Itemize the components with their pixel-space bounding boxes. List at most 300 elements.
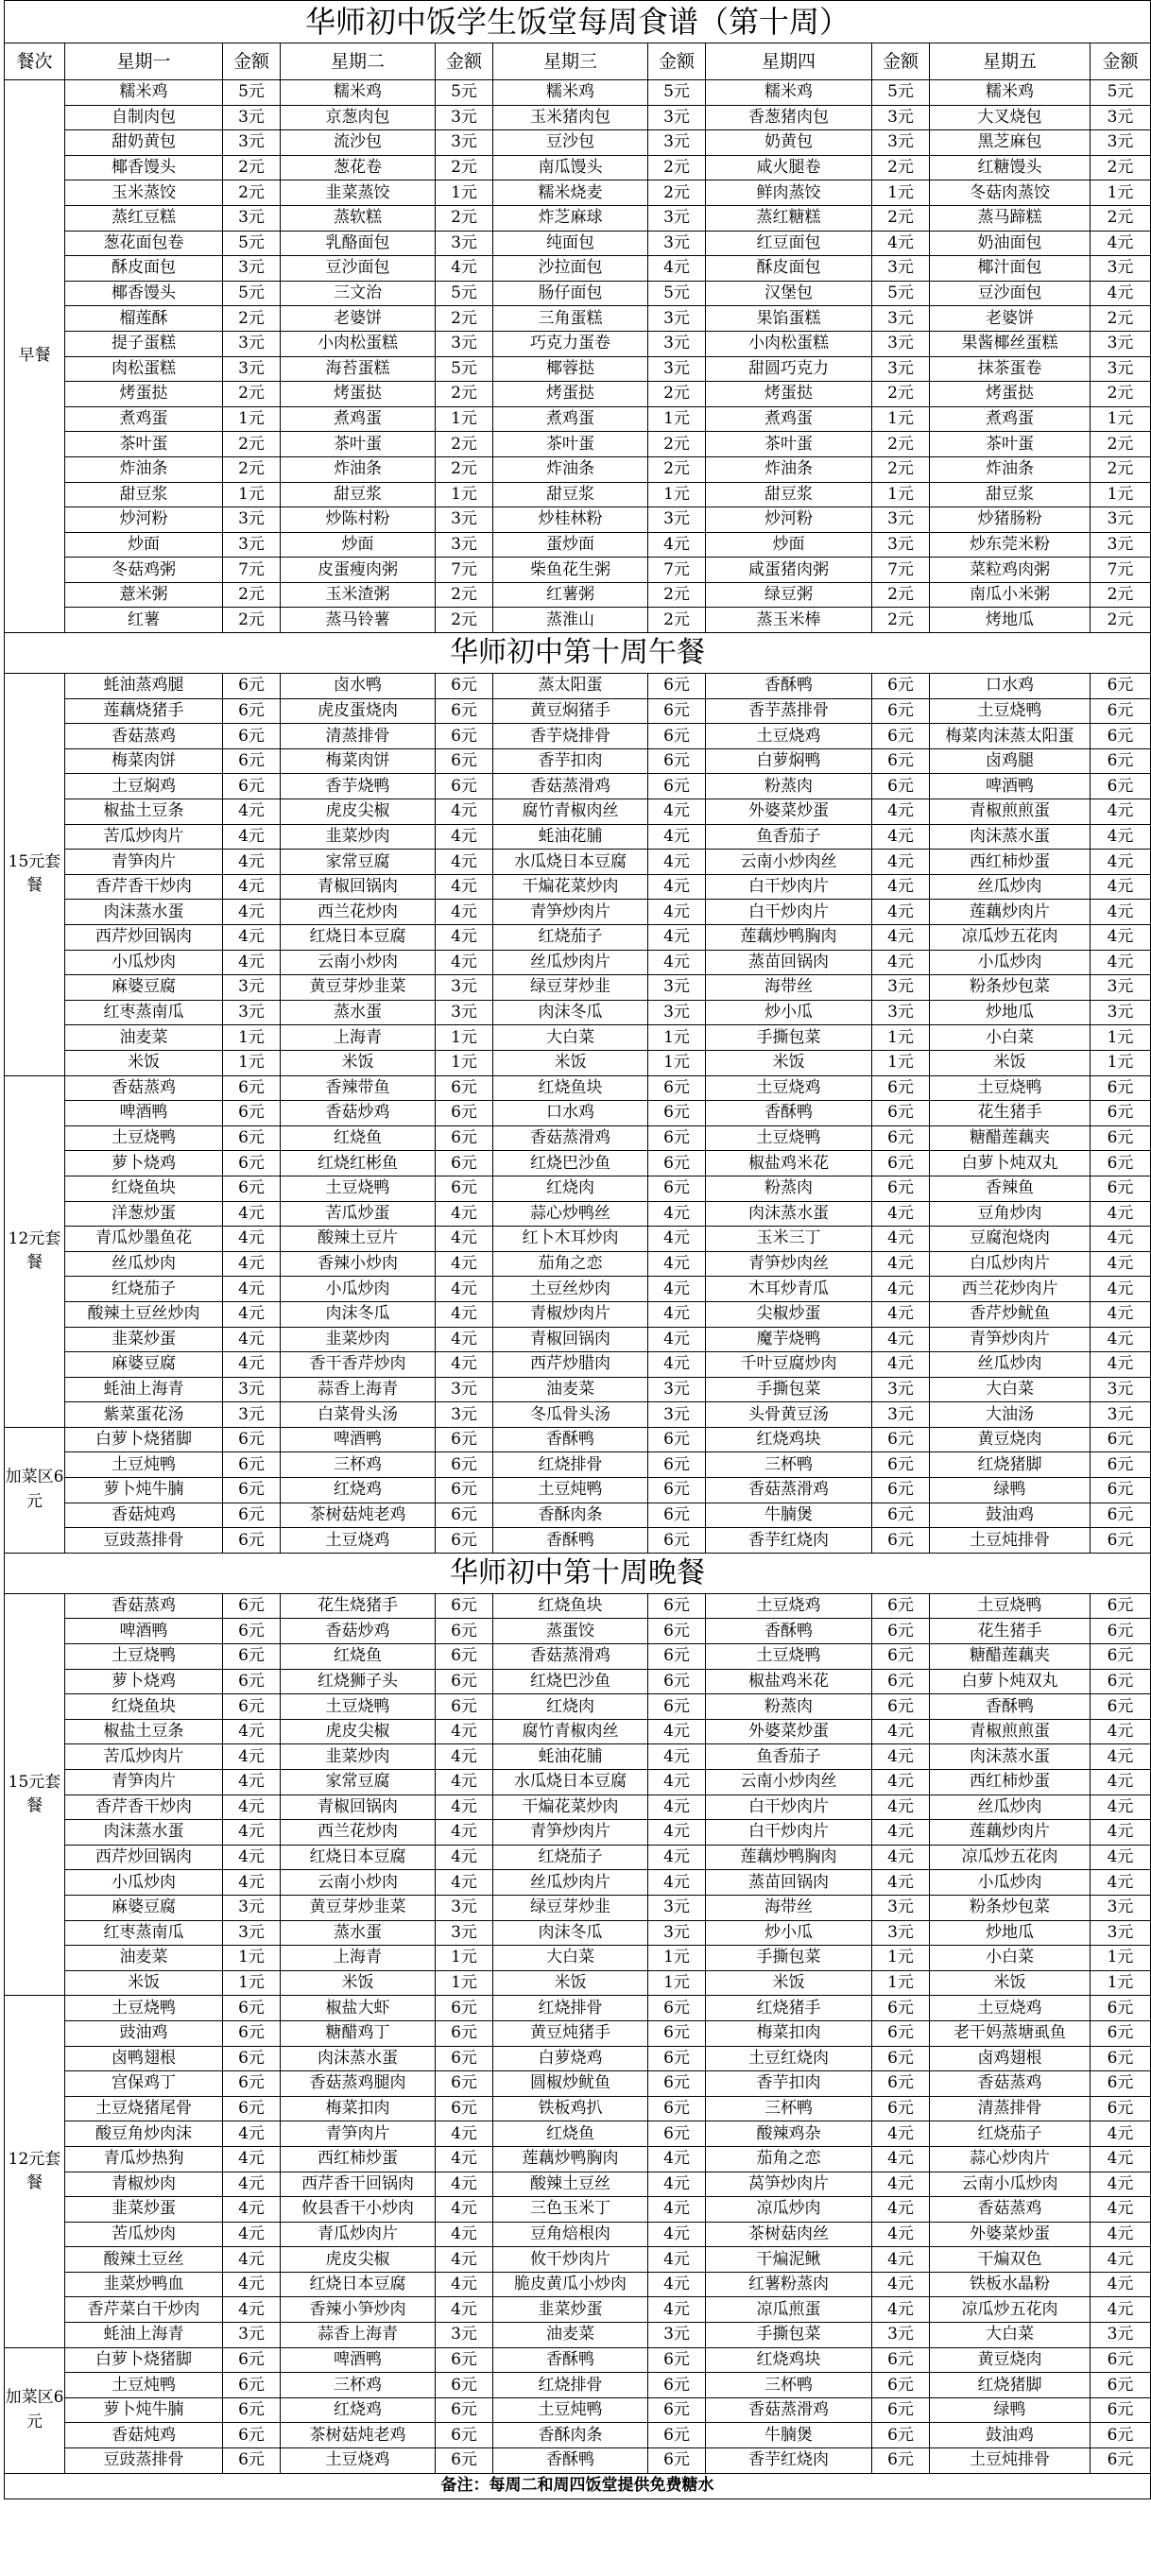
dish-name: 云南小炒肉 bbox=[281, 1870, 436, 1896]
dish-price: 5元 bbox=[223, 281, 281, 306]
dish-name: 蒸太阳蛋 bbox=[493, 674, 648, 699]
dish-price: 3元 bbox=[1091, 256, 1151, 282]
dish-price: 4元 bbox=[223, 1277, 281, 1302]
dish-price: 6元 bbox=[223, 1619, 281, 1644]
dish-name: 韭菜蒸饺 bbox=[281, 180, 436, 206]
dish-price: 1元 bbox=[648, 406, 706, 432]
dish-price: 7元 bbox=[1091, 558, 1151, 583]
dish-price: 3元 bbox=[1091, 1895, 1151, 1920]
dish-name: 烤蛋挞 bbox=[930, 382, 1091, 407]
dish-name: 炒陈村粉 bbox=[281, 507, 436, 533]
dish-name: 红枣蒸南瓜 bbox=[65, 1000, 223, 1025]
dish-price: 3元 bbox=[223, 532, 281, 558]
dish-price: 2元 bbox=[1091, 382, 1151, 407]
dish-price: 6元 bbox=[1091, 1151, 1151, 1176]
dish-name: 香芋扣肉 bbox=[493, 748, 648, 774]
dish-name: 乳酪面包 bbox=[281, 231, 436, 256]
dish-price: 1元 bbox=[436, 1050, 493, 1075]
dish-name: 炒猪肠粉 bbox=[930, 507, 1091, 533]
dish-price: 6元 bbox=[648, 674, 706, 699]
dish-price: 1元 bbox=[872, 1946, 930, 1971]
dish-price: 4元 bbox=[436, 925, 493, 951]
dish-price: 2元 bbox=[436, 306, 493, 332]
dish-price: 6元 bbox=[1091, 1694, 1151, 1720]
dish-name: 红烧鱼 bbox=[281, 1644, 436, 1670]
dish-name: 红烧日本豆腐 bbox=[281, 925, 436, 951]
dish-price: 3元 bbox=[1091, 532, 1151, 558]
dish-name: 红烧鱼 bbox=[493, 2121, 648, 2147]
dish-name: 土豆烧鸭 bbox=[281, 1176, 436, 1201]
dish-name: 香芋蒸排骨 bbox=[706, 698, 872, 724]
dish-price: 2元 bbox=[436, 155, 493, 180]
dish-price: 2元 bbox=[648, 155, 706, 180]
dish-name: 炸油条 bbox=[493, 456, 648, 482]
menu-row bbox=[5, 2448, 1151, 2474]
dish-name: 红烧鱼块 bbox=[65, 1176, 223, 1201]
dish-price: 1元 bbox=[648, 1050, 706, 1075]
menu-row bbox=[5, 1970, 1151, 1996]
menu-row bbox=[5, 1101, 1151, 1126]
dish-price: 4元 bbox=[1091, 824, 1151, 850]
dish-name: 红薯粉蒸肉 bbox=[706, 2272, 872, 2297]
dish-price: 6元 bbox=[872, 2096, 930, 2121]
dish-price: 4元 bbox=[223, 2197, 281, 2223]
dish-name: 红烧猪手 bbox=[706, 1996, 872, 2021]
menu-row bbox=[5, 1820, 1151, 1846]
menu-row bbox=[5, 1719, 1151, 1744]
dish-name: 丝瓜炒肉片 bbox=[493, 950, 648, 975]
dish-price: 6元 bbox=[436, 1619, 493, 1644]
dish-price: 4元 bbox=[436, 900, 493, 925]
dish-price: 3元 bbox=[872, 1000, 930, 1025]
dish-name: 米饭 bbox=[706, 1050, 872, 1075]
dish-price: 2元 bbox=[872, 205, 930, 231]
dish-price: 2元 bbox=[223, 432, 281, 457]
dish-price: 4元 bbox=[436, 1845, 493, 1870]
dish-name: 蚝油上海青 bbox=[65, 1377, 223, 1402]
dish-name: 香芋红烧肉 bbox=[706, 2448, 872, 2474]
dish-name: 玉米猪肉包 bbox=[493, 105, 648, 130]
dish-price: 4元 bbox=[648, 900, 706, 925]
menu-row bbox=[5, 748, 1151, 774]
dish-price: 3元 bbox=[223, 975, 281, 1001]
meal-label: 早餐 bbox=[5, 80, 65, 633]
menu-row bbox=[5, 482, 1151, 507]
dish-price: 1元 bbox=[436, 1970, 493, 1996]
dish-name: 糖醋莲藕夹 bbox=[930, 1644, 1091, 1670]
dish-name: 青椒炒肉片 bbox=[493, 1301, 648, 1327]
menu-row bbox=[5, 975, 1151, 1001]
dish-name: 青椒炒肉 bbox=[65, 2172, 223, 2197]
dish-name: 老婆饼 bbox=[281, 306, 436, 332]
dish-price: 3元 bbox=[223, 1920, 281, 1946]
dish-name: 小瓜炒肉 bbox=[281, 1277, 436, 1302]
dish-name: 小瓜炒肉 bbox=[65, 950, 223, 975]
dish-price: 4元 bbox=[223, 2121, 281, 2147]
dish-price: 6元 bbox=[648, 2096, 706, 2121]
dish-name: 苦瓜炒肉片 bbox=[65, 824, 223, 850]
dish-name: 红烧鸡 bbox=[281, 1478, 436, 1503]
dish-price: 6元 bbox=[436, 1644, 493, 1670]
menu-row bbox=[5, 1000, 1151, 1025]
menu-row bbox=[5, 2071, 1151, 2097]
dish-price: 3元 bbox=[223, 256, 281, 282]
dish-price: 3元 bbox=[872, 1920, 930, 1946]
menu-row bbox=[5, 532, 1151, 558]
dish-name: 白萝卜炖双丸 bbox=[930, 1669, 1091, 1694]
dish-name: 咸蛋猪肉粥 bbox=[706, 558, 872, 583]
dish-price: 6元 bbox=[436, 674, 493, 699]
dish-price: 3元 bbox=[1091, 1377, 1151, 1402]
dish-price: 4元 bbox=[648, 824, 706, 850]
menu-row bbox=[5, 1377, 1151, 1402]
dish-name: 手撕包菜 bbox=[706, 2323, 872, 2348]
dish-name: 炒桂林粉 bbox=[493, 507, 648, 533]
dish-name: 米饭 bbox=[706, 1970, 872, 1996]
dish-price: 6元 bbox=[648, 2071, 706, 2097]
dish-name: 黄豆芽炒韭菜 bbox=[281, 1895, 436, 1920]
dish-price: 6元 bbox=[436, 2046, 493, 2071]
dish-price: 4元 bbox=[648, 532, 706, 558]
dish-price: 4元 bbox=[436, 850, 493, 875]
dish-price: 6元 bbox=[223, 2448, 281, 2474]
dish-price: 6元 bbox=[223, 674, 281, 699]
dish-name: 土豆炖鸭 bbox=[65, 1452, 223, 1478]
dish-price: 4元 bbox=[1091, 2146, 1151, 2172]
dish-name: 菜粒鸡肉粥 bbox=[930, 558, 1091, 583]
menu-row bbox=[5, 1744, 1151, 1770]
dish-name: 炸油条 bbox=[281, 456, 436, 482]
dish-name: 糖醋鸡丁 bbox=[281, 2020, 436, 2046]
dish-price: 4元 bbox=[648, 2297, 706, 2323]
menu-row bbox=[5, 2222, 1151, 2247]
dish-price: 2元 bbox=[648, 608, 706, 633]
dish-price: 6元 bbox=[436, 2373, 493, 2398]
dish-price: 4元 bbox=[1091, 1795, 1151, 1820]
dish-name: 啤酒鸭 bbox=[65, 1619, 223, 1644]
dish-name: 水瓜烧日本豆腐 bbox=[493, 1770, 648, 1795]
dish-name: 煮鸡蛋 bbox=[65, 406, 223, 432]
dish-price: 3元 bbox=[648, 306, 706, 332]
dish-price: 6元 bbox=[648, 1669, 706, 1694]
dish-price: 6元 bbox=[223, 1101, 281, 1126]
dish-name: 土豆烧鸡 bbox=[706, 1075, 872, 1101]
dish-price: 3元 bbox=[223, 331, 281, 356]
dish-name: 梅菜扣肉 bbox=[281, 2096, 436, 2121]
dish-price: 4元 bbox=[648, 874, 706, 900]
dish-name: 清蒸排骨 bbox=[930, 2096, 1091, 2121]
dish-price: 4元 bbox=[436, 1820, 493, 1846]
dish-name: 啤酒鸭 bbox=[930, 774, 1091, 799]
dish-price: 4元 bbox=[436, 2121, 493, 2147]
menu-row bbox=[5, 1870, 1151, 1896]
dish-name: 三杯鸭 bbox=[706, 2373, 872, 2398]
dish-name: 水瓜烧日本豆腐 bbox=[493, 850, 648, 875]
dish-name: 土豆炖鸭 bbox=[493, 1478, 648, 1503]
dish-name: 白萝烧鸡 bbox=[493, 2046, 648, 2071]
dish-name: 煮鸡蛋 bbox=[281, 406, 436, 432]
dish-name: 蚝油蒸鸡腿 bbox=[65, 674, 223, 699]
dish-price: 4元 bbox=[648, 1845, 706, 1870]
dish-price: 2元 bbox=[648, 456, 706, 482]
dish-price: 4元 bbox=[223, 2146, 281, 2172]
dish-price: 1元 bbox=[223, 406, 281, 432]
dish-price: 3元 bbox=[872, 2323, 930, 2348]
dish-name: 香菇炖鸡 bbox=[65, 1503, 223, 1528]
dish-price: 4元 bbox=[872, 2172, 930, 2197]
dish-price: 4元 bbox=[1091, 2197, 1151, 2223]
dish-name: 抹茶蛋卷 bbox=[930, 356, 1091, 382]
dish-name: 炒东莞米粉 bbox=[930, 532, 1091, 558]
dish-price: 3元 bbox=[223, 356, 281, 382]
dish-price: 3元 bbox=[648, 1377, 706, 1402]
footnote: 备注：每周二和周四饭堂提供免费糖水 bbox=[5, 2473, 1151, 2499]
header-price: 金额 bbox=[648, 43, 706, 80]
dish-price: 4元 bbox=[872, 1744, 930, 1770]
menu-row bbox=[5, 582, 1151, 608]
dish-price: 6元 bbox=[223, 2373, 281, 2398]
dish-name: 莲藕炒鸭胸肉 bbox=[493, 2146, 648, 2172]
dish-price: 4元 bbox=[436, 1201, 493, 1227]
dish-name: 鱼香茄子 bbox=[706, 1744, 872, 1770]
menu-row bbox=[5, 406, 1151, 432]
dish-price: 4元 bbox=[223, 1820, 281, 1846]
dish-name: 啤酒鸭 bbox=[281, 1427, 436, 1452]
dish-price: 7元 bbox=[872, 558, 930, 583]
menu-row bbox=[5, 1528, 1151, 1554]
dish-price: 6元 bbox=[648, 1528, 706, 1554]
section-title-row bbox=[5, 1553, 1151, 1593]
dish-price: 4元 bbox=[1091, 1719, 1151, 1744]
dish-price: 4元 bbox=[648, 925, 706, 951]
dish-price: 1元 bbox=[648, 1970, 706, 1996]
dish-name: 红糖馒头 bbox=[930, 155, 1091, 180]
dish-price: 4元 bbox=[436, 799, 493, 825]
dish-price: 1元 bbox=[436, 1946, 493, 1971]
dish-price: 4元 bbox=[436, 2146, 493, 2172]
dish-name: 虎皮蛋烧肉 bbox=[281, 698, 436, 724]
dish-name: 西兰花炒肉 bbox=[281, 900, 436, 925]
dish-price: 4元 bbox=[648, 1870, 706, 1896]
dish-name: 莲藕炒肉片 bbox=[930, 900, 1091, 925]
dish-price: 6元 bbox=[223, 1075, 281, 1101]
dish-price: 2元 bbox=[223, 180, 281, 206]
dish-name: 咸火腿卷 bbox=[706, 155, 872, 180]
menu-row bbox=[5, 1669, 1151, 1694]
menu-row bbox=[5, 2046, 1151, 2071]
dish-name: 油麦菜 bbox=[493, 2323, 648, 2348]
dish-name: 红烧日本豆腐 bbox=[281, 1845, 436, 1870]
dish-name: 烤蛋挞 bbox=[493, 382, 648, 407]
dish-name: 酸辣土豆丝炒肉 bbox=[65, 1301, 223, 1327]
dish-name: 魔芋烧鸭 bbox=[706, 1327, 872, 1352]
dish-price: 3元 bbox=[648, 130, 706, 156]
dish-name: 三文治 bbox=[281, 281, 436, 306]
dish-name: 蒸马蹄糕 bbox=[930, 205, 1091, 231]
dish-name: 蒸红豆糕 bbox=[65, 205, 223, 231]
dish-name: 粉条炒包菜 bbox=[930, 975, 1091, 1001]
dish-name: 米饭 bbox=[493, 1970, 648, 1996]
dish-price: 6元 bbox=[436, 2071, 493, 2097]
dish-name: 凉瓜炒五花肉 bbox=[930, 1845, 1091, 1870]
dish-price: 3元 bbox=[223, 130, 281, 156]
menu-row bbox=[5, 1996, 1151, 2021]
dish-price: 6元 bbox=[872, 1644, 930, 1670]
dish-price: 2元 bbox=[223, 306, 281, 332]
dish-price: 6元 bbox=[1091, 1528, 1151, 1554]
dish-name: 肉沫蒸水蛋 bbox=[65, 1820, 223, 1846]
dish-name: 铁板鸡扒 bbox=[493, 2096, 648, 2121]
dish-name: 海带丝 bbox=[706, 1895, 872, 1920]
dish-price: 6元 bbox=[1091, 1452, 1151, 1478]
menu-row bbox=[5, 1125, 1151, 1151]
dish-name: 蚝油花脯 bbox=[493, 1744, 648, 1770]
dish-name: 土豆炖排骨 bbox=[930, 2448, 1091, 2474]
menu-row bbox=[5, 1427, 1151, 1452]
dish-price: 1元 bbox=[436, 180, 493, 206]
dish-name: 绿鸭 bbox=[930, 1478, 1091, 1503]
dish-price: 4元 bbox=[436, 1327, 493, 1352]
dish-price: 6元 bbox=[436, 2096, 493, 2121]
dish-name: 土豆炖排骨 bbox=[930, 1528, 1091, 1554]
meal-label: 12元套餐 bbox=[5, 1075, 65, 1427]
dish-name: 青瓜炒墨鱼花 bbox=[65, 1227, 223, 1252]
dish-price: 3元 bbox=[648, 1920, 706, 1946]
dish-price: 2元 bbox=[1091, 582, 1151, 608]
dish-name: 上海青 bbox=[281, 1946, 436, 1971]
dish-name: 蒸软糕 bbox=[281, 205, 436, 231]
dish-price: 2元 bbox=[223, 456, 281, 482]
dish-price: 3元 bbox=[1091, 1920, 1151, 1946]
dish-price: 6元 bbox=[648, 1452, 706, 1478]
menu-row bbox=[5, 2423, 1151, 2448]
dish-price: 1元 bbox=[436, 1025, 493, 1051]
dish-name: 香菇炒鸡 bbox=[281, 1619, 436, 1644]
dish-price: 4元 bbox=[223, 1201, 281, 1227]
dish-name: 炸油条 bbox=[706, 456, 872, 482]
dish-name: 炒地瓜 bbox=[930, 1000, 1091, 1025]
dish-price: 3元 bbox=[436, 2323, 493, 2348]
dish-price: 4元 bbox=[1091, 1352, 1151, 1378]
dish-price: 3元 bbox=[872, 532, 930, 558]
dish-name: 酸辣土豆丝 bbox=[65, 2247, 223, 2273]
dish-price: 7元 bbox=[436, 558, 493, 583]
dish-price: 6元 bbox=[872, 2448, 930, 2474]
dish-price: 4元 bbox=[1091, 1870, 1151, 1896]
dish-name: 甜圆巧克力 bbox=[706, 356, 872, 382]
dish-name: 红烧排骨 bbox=[493, 2373, 648, 2398]
dish-price: 6元 bbox=[648, 1151, 706, 1176]
page-title: 华师初中饭学生饭堂每周食谱（第十周） bbox=[5, 1, 1151, 43]
dish-name: 虎皮尖椒 bbox=[281, 799, 436, 825]
dish-price: 3元 bbox=[436, 975, 493, 1001]
menu-row bbox=[5, 1619, 1151, 1644]
menu-row bbox=[5, 2146, 1151, 2172]
dish-name: 米饭 bbox=[281, 1970, 436, 1996]
dish-name: 肉沫冬瓜 bbox=[281, 1301, 436, 1327]
dish-price: 6元 bbox=[1091, 1593, 1151, 1619]
dish-price: 6元 bbox=[872, 1176, 930, 1201]
dish-price: 4元 bbox=[223, 2172, 281, 2197]
dish-name: 米饭 bbox=[281, 1050, 436, 1075]
dish-name: 梅菜肉饼 bbox=[65, 748, 223, 774]
dish-price: 6元 bbox=[648, 1101, 706, 1126]
dish-price: 6元 bbox=[648, 774, 706, 799]
dish-price: 6元 bbox=[872, 1151, 930, 1176]
dish-price: 3元 bbox=[1091, 507, 1151, 533]
dish-price: 4元 bbox=[436, 2297, 493, 2323]
dish-price: 6元 bbox=[436, 1528, 493, 1554]
menu-row bbox=[5, 1176, 1151, 1201]
dish-price: 3元 bbox=[872, 1377, 930, 1402]
menu-row bbox=[5, 507, 1151, 533]
dish-name: 糯米鸡 bbox=[65, 80, 223, 106]
dish-name: 豆腐泡烧肉 bbox=[930, 1227, 1091, 1252]
dish-name: 甜奶黄包 bbox=[65, 130, 223, 156]
dish-name: 椒盐土豆条 bbox=[65, 799, 223, 825]
dish-name: 蒸水蛋 bbox=[281, 1000, 436, 1025]
dish-price: 1元 bbox=[223, 482, 281, 507]
section-title: 华师初中第十周晚餐 bbox=[5, 1553, 1151, 1593]
dish-name: 糯米烧麦 bbox=[493, 180, 648, 206]
dish-name: 干煸花菜炒肉 bbox=[493, 874, 648, 900]
dish-name: 清蒸排骨 bbox=[281, 724, 436, 749]
dish-price: 6元 bbox=[648, 1694, 706, 1720]
dish-price: 6元 bbox=[648, 2046, 706, 2071]
dish-name: 炒地瓜 bbox=[930, 1920, 1091, 1946]
dish-name: 土豆烧鸭 bbox=[930, 1593, 1091, 1619]
menu-row bbox=[5, 2323, 1151, 2348]
menu-row bbox=[5, 925, 1151, 951]
dish-name: 红薯 bbox=[65, 608, 223, 633]
dish-name: 肉沫冬瓜 bbox=[493, 1920, 648, 1946]
dish-name: 椒盐土豆条 bbox=[65, 1719, 223, 1744]
dish-name: 香菇蒸鸡腿肉 bbox=[281, 2071, 436, 2097]
dish-price: 3元 bbox=[1091, 356, 1151, 382]
dish-price: 4元 bbox=[1091, 874, 1151, 900]
menu-row bbox=[5, 180, 1151, 206]
menu-row bbox=[5, 231, 1151, 256]
meal-label: 15元套餐 bbox=[5, 674, 65, 1076]
dish-name: 香辣小笋炒肉 bbox=[281, 2297, 436, 2323]
dish-price: 1元 bbox=[648, 1025, 706, 1051]
dish-name: 米饭 bbox=[930, 1970, 1091, 1996]
dish-name: 脆皮黄瓜小炒肉 bbox=[493, 2272, 648, 2297]
header-price: 金额 bbox=[223, 43, 281, 80]
dish-price: 6元 bbox=[436, 1075, 493, 1101]
menu-row bbox=[5, 331, 1151, 356]
dish-name: 虎皮尖椒 bbox=[281, 1719, 436, 1744]
dish-name: 卤鸭翅根 bbox=[65, 2046, 223, 2071]
dish-name: 肉沫蒸水蛋 bbox=[706, 1201, 872, 1227]
dish-price: 6元 bbox=[872, 2046, 930, 2071]
dish-name: 大白菜 bbox=[493, 1025, 648, 1051]
menu-row bbox=[5, 2397, 1151, 2423]
dish-name: 苦瓜炒肉片 bbox=[65, 1744, 223, 1770]
dish-name: 香酥肉条 bbox=[493, 1503, 648, 1528]
dish-name: 红烧猪脚 bbox=[930, 2373, 1091, 2398]
dish-price: 4元 bbox=[436, 1352, 493, 1378]
dish-name: 白瓜炒肉片 bbox=[930, 1251, 1091, 1277]
dish-price: 3元 bbox=[223, 1402, 281, 1428]
dish-price: 6元 bbox=[872, 774, 930, 799]
dish-price: 3元 bbox=[436, 507, 493, 533]
dish-name: 香菇蒸鸡 bbox=[65, 724, 223, 749]
dish-price: 4元 bbox=[1091, 2272, 1151, 2297]
dish-price: 6元 bbox=[436, 1151, 493, 1176]
dish-name: 香芹香干炒肉 bbox=[65, 874, 223, 900]
dish-price: 4元 bbox=[872, 950, 930, 975]
